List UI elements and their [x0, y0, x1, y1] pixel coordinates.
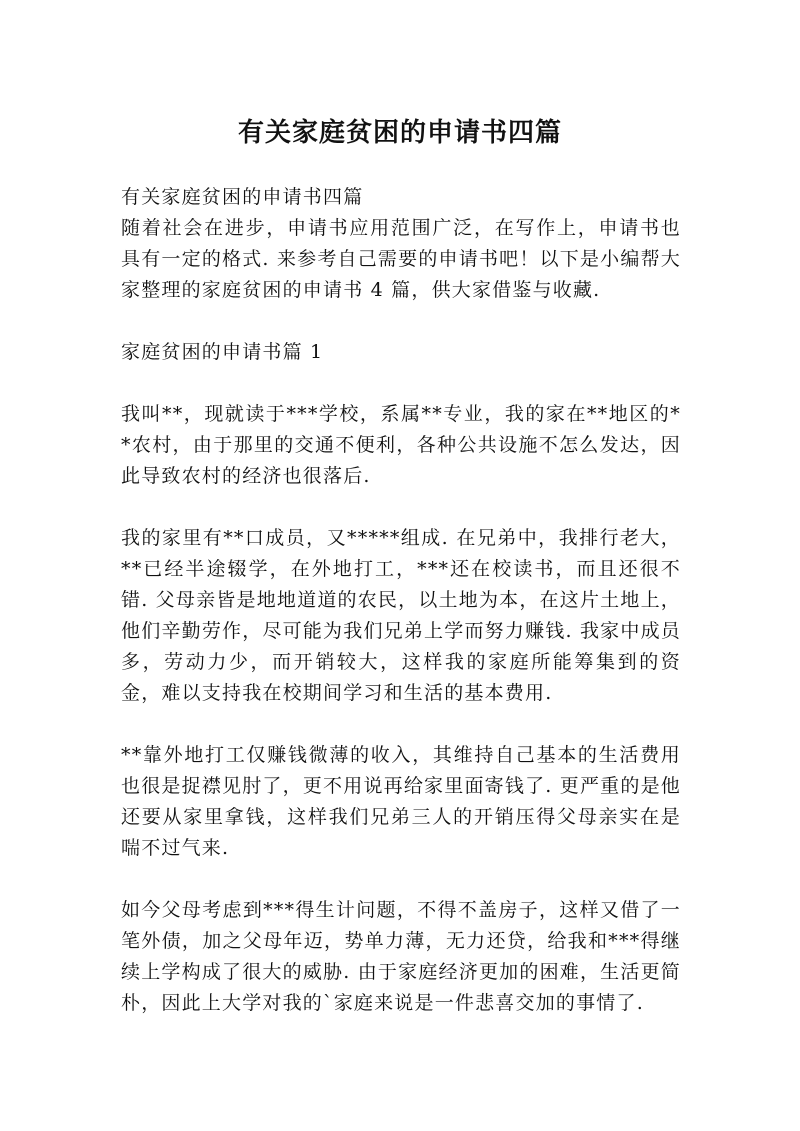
body-paragraph: **靠外地打工仅赚钱微薄的收入，其维持自己基本的生活费用也很是捉襟见肘了，更不用说再给家里面寄钱了. 更严重的是他还要从家里拿钱，这样我们兄弟三人的开销压得父母亲实在是喘不过气来. [121, 744, 681, 859]
paragraph-spacer [121, 306, 681, 337]
intro-paragraph: 随着社会在进步，申请书应用范围广泛，在写作上，申请书也具有一定的格式. 来参考自己需要的申请书吧！以下是小编帮大家整理的家庭贫困的申请书 4 篇，供大家借鉴与收藏. [121, 217, 681, 301]
subtitle-line: 有关家庭贫困的申请书四篇 [121, 186, 364, 208]
document-body [121, 182, 681, 1019]
section-heading: 家庭贫困的申请书篇 1 [121, 341, 324, 363]
document-title: 有关家庭贫困的申请书四篇 [237, 118, 562, 148]
paragraph-spacer [121, 709, 681, 740]
paragraph-spacer [121, 864, 681, 895]
body-paragraph: 我的家里有**口成员，又*****组成. 在兄弟中，我排行老大，**已经半途辍学，在外地打工，***还在校读书，而且还很不错. 父母亲皆是地地道道的农民，以土地为本，在这片土地上，他们辛勤劳作，尽可能为我们兄弟上学而努力赚钱. 我家中成员多，劳动力少，而开销较大，这样我的家庭所能筹集到的资金，难以支持我在校期间学习和生活的基本费用. [121, 527, 681, 704]
paragraph-spacer [121, 368, 681, 399]
body-paragraph: 我叫**，现就读于***学校，系属**专业，我的家在**地区的**农村，由于那里的交通不便利，各种公共设施不怎么发达，因此导致农村的经济也很落后. [121, 403, 681, 487]
paragraph-spacer [121, 492, 681, 523]
body-paragraph: 如今父母考虑到***得生计问题，不得不盖房子，这样又借了一笔外债，加之父母年迈，势单力薄，无力还贷，给我和***得继续上学构成了很大的威胁. 由于家庭经济更加的困难，生活更简朴，因此上大学对我的`家庭来说是一件悲喜交加的事情了. [121, 899, 681, 1014]
